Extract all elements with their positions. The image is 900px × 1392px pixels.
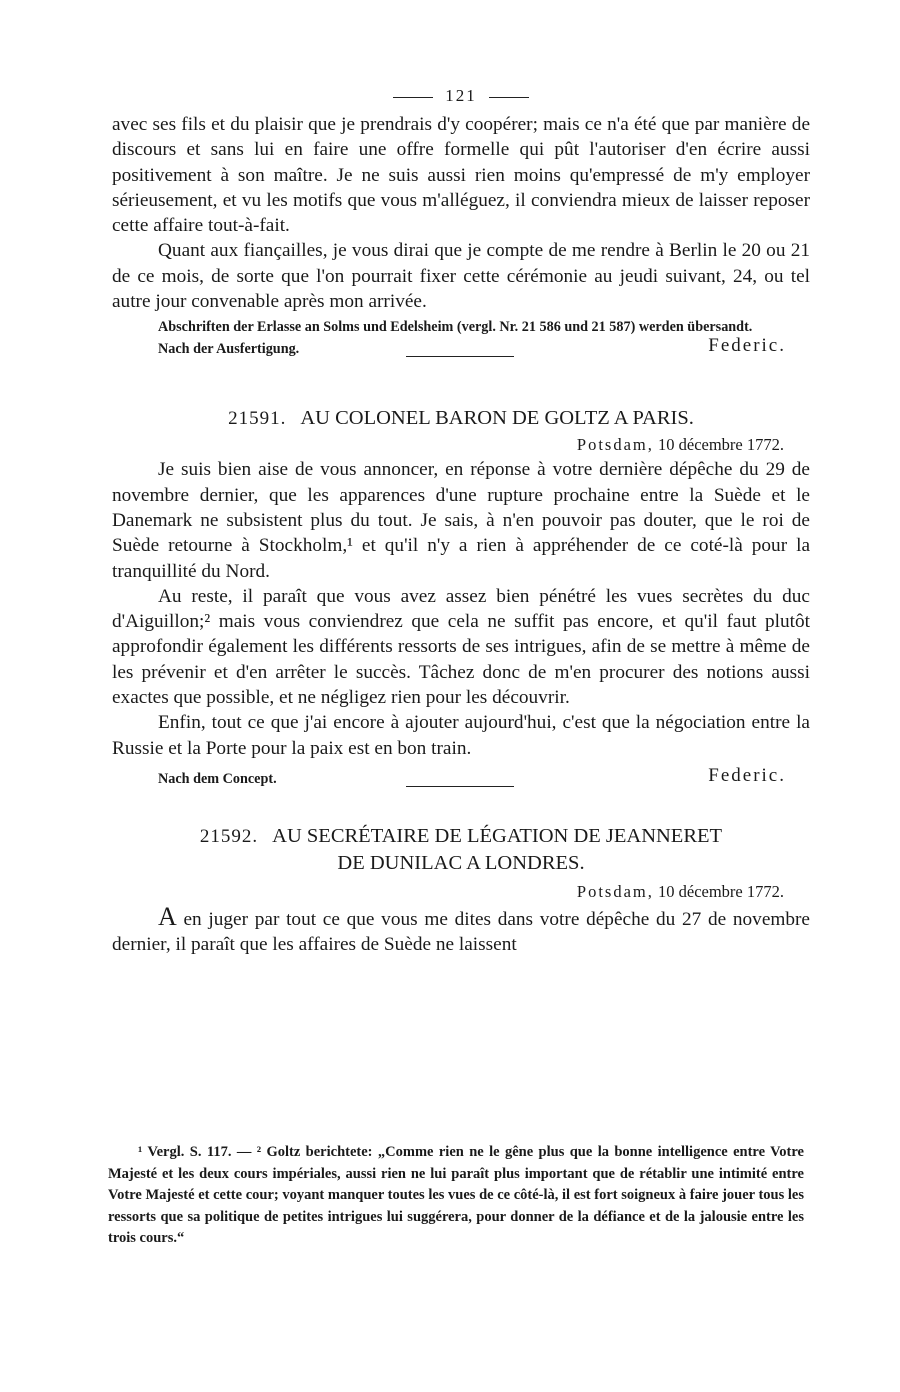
signature: Federic. xyxy=(708,335,786,357)
document-number: 21591. xyxy=(228,408,287,430)
header-dash-right xyxy=(489,97,529,98)
document-heading xyxy=(112,823,810,876)
document-21591 xyxy=(112,405,810,789)
document-title-line1: AU SECRÉTAIRE DE LÉGATION DE JEANNERET xyxy=(272,824,723,847)
paragraph: Au reste, il paraît que vous avez assez bien pénétré les vues secrètes du duc d'Aiguillon;² mais vous conviendrez que cela ne suffit pas encore, et qu'il faut plutôt approfondir également les différents ressorts de ses intrigues, afin de se mettre à même de les prévenir et d'en arrêter le succès. Tâchez donc de m'en procurer des notions aussi exactes que possible, et ne négligez rien pour les découvrir. xyxy=(112,585,810,709)
initial-letter: A xyxy=(158,901,177,931)
document-title-line2: DE DUNILAC A LONDRES. xyxy=(337,851,585,874)
place-date xyxy=(112,882,784,904)
paragraph: Je suis bien aise de vous annoncer, en réponse à votre dernière dépêche du 29 de novembre dernier, que les apparences d'une rupture prochaine entre la Suède et le Danemark ne subsistent plus du tout. Je sais, à n'en pouvoir pas douter, que le roi de Suède retourne à Stockholm,¹ et qu'il n'y a rien à appréhender de ce coté-là pour la tranquillité du Nord. xyxy=(112,459,810,582)
footnote-text: ¹ Vergl. S. 117. — ² Goltz berichtete: „Comme rien ne le gêne plus que la bonne intelligence entre Votre Majesté et les deux cours impériales, aussi rien ne lui paraît plus important que de rétablir une intimité entre Votre Majesté et cette cour; voyant manquer toutes les vues de ce côté-là, il est fort soigneux à faire jouer tous les ressorts que sa politique de petites intrigues lui suggérera, pour donner de la défiance et de la jalousie entre les trois cours.“ xyxy=(108,1144,804,1247)
date: 10 décembre 1772. xyxy=(658,881,784,901)
paragraph xyxy=(112,901,810,958)
paragraph: avec ses fils et du plaisir que je prendrais d'y coopérer; mais ce n'a été que par manière de discours et sans lui en faire une offre formelle qui pût l'autoriser d'en écrire aussi positivement à son maître. Je ne suis aussi rien moins qu'empressé de m'y employer sérieusement, et vu les motifs que vous m'alléguez, il conviendra mieux de laisser reposer cette affaire tout-à-fait. xyxy=(112,114,810,237)
separator-rule xyxy=(406,356,514,357)
place: Potsdam, xyxy=(576,435,654,455)
paragraph: Enfin, tout ce que j'ai encore à ajouter aujourd'hui, c'est que la négociation entre la Russie et la Porte pour la paix est en bon train. xyxy=(112,712,810,759)
page-number: 121 xyxy=(445,86,477,105)
section-continued-letter xyxy=(112,112,810,359)
header-dash-left xyxy=(393,97,433,98)
document-21592 xyxy=(112,823,810,958)
footnotes xyxy=(108,1142,804,1250)
signature: Federic. xyxy=(708,764,786,786)
editorial-note: Abschriften der Erlasse an Solms und Edelsheim (vergl. Nr. 21 586 und 21 587) werden übersandt. xyxy=(158,319,753,336)
place: Potsdam, xyxy=(576,881,654,901)
source-note: Nach der Ausfertigung. xyxy=(158,341,300,358)
paragraph-text: en juger par tout ce que vous me dites dans votre dépêche du 27 de novembre dernier, il paraît que les affaires de Suède ne laissent xyxy=(112,908,810,956)
running-header xyxy=(112,86,810,112)
source-note: Nach dem Concept. xyxy=(158,770,277,787)
closing-row xyxy=(112,763,810,789)
separator-rule xyxy=(406,786,514,787)
closing-row xyxy=(112,333,810,359)
document-heading xyxy=(112,405,810,432)
document-title: AU COLONEL BARON DE GOLTZ A PARIS. xyxy=(300,407,694,430)
paragraph: Quant aux fiançailles, je vous dirai que je compte de me rendre à Berlin le 20 ou 21 de ce mois, de sorte que l'on pourrait fixer cette cérémonie au jeudi suivant, 24, ou tel autre jour convenable après mon arrivée. xyxy=(112,240,810,313)
place-date xyxy=(112,435,784,457)
page-body xyxy=(112,86,810,958)
date: 10 décembre 1772. xyxy=(658,435,784,455)
document-number: 21592. xyxy=(199,825,259,847)
